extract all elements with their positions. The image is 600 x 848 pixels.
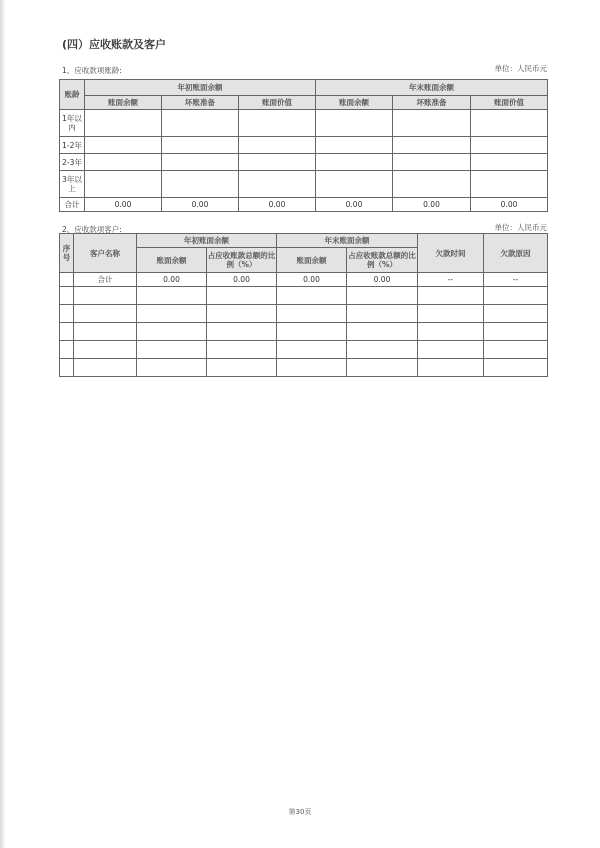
- end-balance-group-header: 年末账面余额: [316, 80, 548, 96]
- row-label: 1年以内: [60, 110, 85, 137]
- row-label: 合计: [60, 198, 85, 212]
- total-row: [60, 273, 548, 287]
- end-balance-group-header: 年末账面余额: [277, 234, 418, 248]
- table-cell: [239, 137, 316, 154]
- table-cell: 0.00: [207, 273, 277, 287]
- section-title: (四）应收账款及客户: [62, 38, 167, 51]
- table-cell: [471, 110, 548, 137]
- sub-header: 账面余额: [85, 96, 162, 110]
- table-row: [60, 137, 548, 154]
- customer-unit-label: 单位：人民币元: [494, 223, 547, 232]
- table-cell: [85, 110, 162, 137]
- table-cell: [162, 137, 239, 154]
- scan-shadow: [0, 0, 6, 848]
- sub-header: 坏账准备: [393, 96, 471, 110]
- table-cell: 0.00: [162, 198, 239, 212]
- table-row: [60, 305, 548, 323]
- table-cell: [239, 171, 316, 198]
- total-row: [60, 198, 548, 212]
- table-cell: 0.00: [347, 273, 418, 287]
- table-cell: [316, 110, 393, 137]
- table-cell: [471, 137, 548, 154]
- table-cell: [239, 110, 316, 137]
- table-row: [60, 341, 548, 359]
- aging-subtitle: 1、应收款项账龄:: [62, 66, 122, 75]
- table-cell: [85, 137, 162, 154]
- row-label: 1-2年: [60, 137, 85, 154]
- begin-balance-group-header: 年初账面余额: [137, 234, 277, 248]
- table-cell: 0.00: [85, 198, 162, 212]
- table-cell: [393, 171, 471, 198]
- table-cell: [393, 154, 471, 171]
- aging-unit-label: 单位：人民币元: [494, 64, 547, 73]
- table-cell: [471, 154, 548, 171]
- row-label: 合计: [74, 273, 137, 287]
- table-cell: [393, 137, 471, 154]
- table-cell: 0.00: [471, 198, 548, 212]
- table-cell: 0.00: [393, 198, 471, 212]
- sub-header: 坏账准备: [162, 96, 239, 110]
- table-cell: [162, 171, 239, 198]
- table-cell: [60, 273, 74, 287]
- table-row: [60, 110, 548, 137]
- sub-header: 账面余额: [316, 96, 393, 110]
- table-cell: [316, 137, 393, 154]
- sub-header: 账面价值: [471, 96, 548, 110]
- table-cell: [239, 154, 316, 171]
- begin-balance-group-header: 年初账面余额: [85, 80, 316, 96]
- row-label: 2-3年: [60, 154, 85, 171]
- table-row: [60, 171, 548, 198]
- customer-name-header: 客户名称: [74, 234, 137, 273]
- table-row: [60, 359, 548, 377]
- table-cell: [471, 171, 548, 198]
- table-cell: [316, 171, 393, 198]
- overdue-time-header: 欠款时间: [418, 234, 484, 273]
- table-cell: 0.00: [277, 273, 347, 287]
- aging-table: [59, 79, 548, 212]
- seq-header: 序号: [60, 234, 74, 273]
- table-cell: --: [484, 273, 548, 287]
- table-cell: 0.00: [316, 198, 393, 212]
- table-cell: [393, 110, 471, 137]
- table-cell: [162, 110, 239, 137]
- overdue-reason-header: 欠款原因: [484, 234, 548, 273]
- table-row: [60, 287, 548, 305]
- sub-header: 账面价值: [239, 96, 316, 110]
- table-cell: [162, 154, 239, 171]
- sub-header: 账面余额: [277, 248, 347, 273]
- page-number: 第30页: [288, 808, 312, 816]
- table-cell: 0.00: [137, 273, 207, 287]
- customer-table: [59, 233, 548, 377]
- table-cell: [85, 171, 162, 198]
- table-row: [60, 154, 548, 171]
- row-label: 3年以上: [60, 171, 85, 198]
- sub-header: 占应收账款总额的比例（%）: [207, 248, 277, 273]
- sub-header: 占应收账款总额的比例（%）: [347, 248, 418, 273]
- sub-header: 账面余额: [137, 248, 207, 273]
- table-cell: 0.00: [239, 198, 316, 212]
- table-cell: [85, 154, 162, 171]
- customer-subtitle: 2、应收款项客户:: [62, 225, 122, 234]
- table-row: [60, 323, 548, 341]
- table-cell: --: [418, 273, 484, 287]
- table-cell: [316, 154, 393, 171]
- aging-header: 账龄: [60, 80, 85, 110]
